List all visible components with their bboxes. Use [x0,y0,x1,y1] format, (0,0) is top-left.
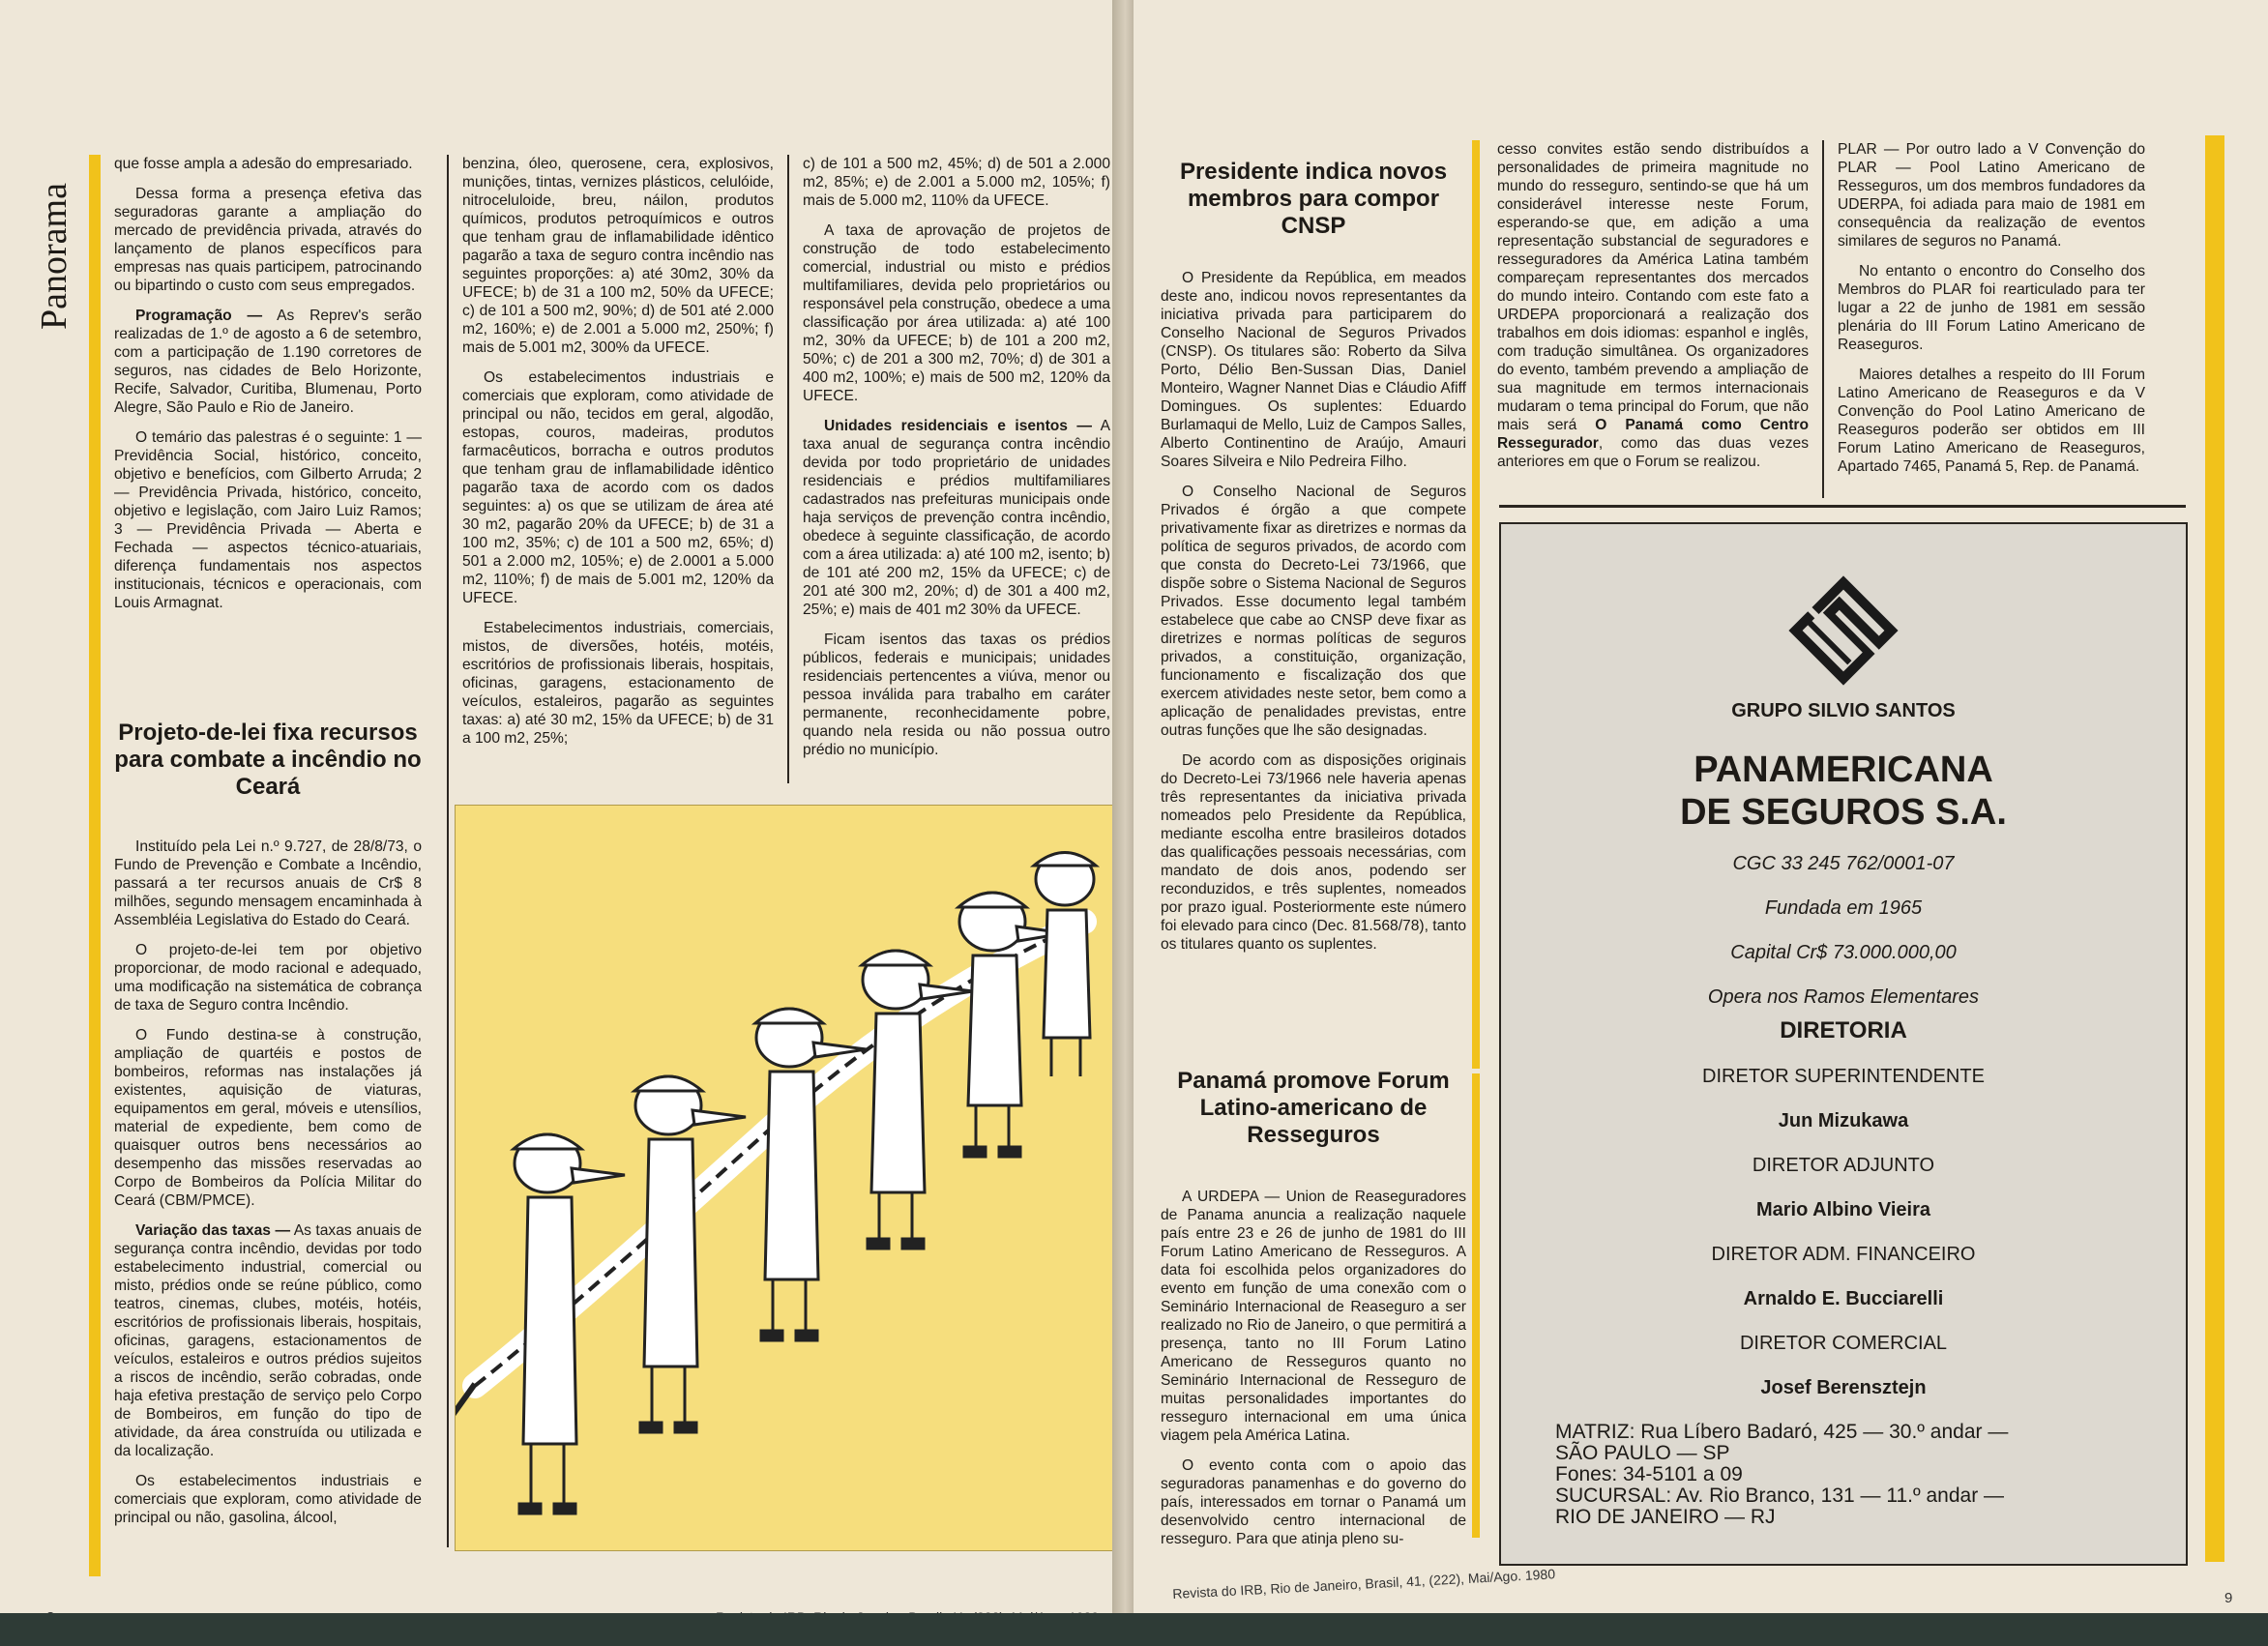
paragraph-lead: Programação — [135,308,263,324]
paragraph-text: De acordo com as disposições originais do Decreto-Lei 73/1966 nele haveria apenas três representantes da iniciativa privada nomeados pelo Presidente da República, mediante escolha entre brasileiros dotados das qualificações pessoais necessárias, com mandato de dois anos, podendo ser reconduzidos, e três suplentes, nomeados por prazo igual. Posteriormente este número foi elevado para cinco (Dec. 81.568/78), tanto os titulares quanto os suplentes. [1161,752,1466,953]
ad-role-title: DIRETOR SUPERINTENDENTE [1702,1066,1985,1087]
paragraph-text: Os estabelecimentos industriais e comerciais que exploram, como atividade de principal ou não, tecidos em geral, algodão, estopas, couros, madeiras, produtos farmacêuticos, borracha e outros produtos que tenham grau de inflamabilidade idêntico pagarão taxa de acordo com os dados seguintes: a) os que se utilizam de área até 30 m2, pagarão 20% da UFECE; b) de 31 a 100 m2, 35%; c) de 101 a 500 m2, 65%; d) 501 a 2.000 m2, 105%; e) de 2.0001 a 5.000 m2, 110%; f) de mais de 5.001 m2, 120% da UFECE. [462,369,774,606]
ad-group-name: GRUPO SILVIO SANTOS [1731,700,1956,721]
paragraph-text: O projeto-de-lei tem por objetivo proporcionar, de modo racional e adequado, uma modificação na sistemática de cobrança de taxa de Seguro contra Incêndio. [114,942,422,1014]
paragraph-lead: Variação das taxas — [135,1222,291,1239]
section-label-text: Panorama [34,183,74,330]
paragraph [114,1472,422,1527]
ad-founded: Fundada em 1965 [1764,897,1923,919]
paragraph-text: O Conselho Nacional de Seguros Privados é órgão a que compete privativamente fixar as diretrizes e normas da política de seguros privados, de acordo com que consta do Decreto-Lei 73/1966, que dispõe sobre o Sistema Nacional de Seguros Privados. Esse documento legal também estabelece que cabe ao CNSP deve fixar as diretrizes e normas políticas de seguros privados, a constituição, organização, funcionamento e fiscalização dos que exercem atividades neste setor, bem como a aplicação de penalidades previstas, entre outras funções que lhe são designadas. [1161,484,1466,739]
ad-operations: Opera nos Ramos Elementares [1707,986,1980,1008]
horizontal-rule [1499,505,2186,508]
paragraph [114,307,422,417]
yellow-margin-bar-right [2205,135,2224,1562]
paragraph [803,221,1110,405]
ad-address-line: SUCURSAL: Av. Rio Branco, 131 — 11.º andar — [1555,1484,2005,1507]
paragraph [1838,262,2145,354]
section-label [31,145,77,367]
cartoon-firefighters-icon [456,806,1120,1550]
paragraph [1161,269,1466,471]
ad-address-line: SÃO PAULO — SP [1555,1442,1730,1464]
headline-panama-forum: Panamá promove Forum Latino-americano de Resseguros [1177,1068,1450,1148]
paragraph-text: Maiores detalhes a respeito do III Forum Latino Americano de Reaseguros e da V Convenção do Pool Latino Americano de Reaseguros poderão ser obtidos em III Forum Latino Americano de Reaseguros, Apartado 7465, Panamá 5, Rep. de Panamá. [1838,367,2145,475]
paragraph-text: As Reprev's serão realizadas de 1.º de agosto a 6 de setembro, com a participação de 1.190 corretores de seguros, nas cidades de Belo Horizonte, Recife, Salvador, Curitiba, Blumenau, Porto Alegre, São Paulo e Rio de Janeiro. [114,308,422,416]
headline-projeto-de-lei: Projeto-de-lei fixa recursos para combate a incêndio no Ceará [114,720,422,800]
paragraph [114,155,422,173]
page-bottom-edge [0,1613,2268,1646]
column-divider [787,155,789,783]
paragraph-text: A taxa anual de segurança contra incêndio devida por todo proprietário de unidades residenciais e prédios multifamiliares cadastrados nas prefeituras municipais onde haja serviços de prevenção contra incêndio, obedece à seguinte classificação, de acordo com a área utilizada: a) até 100 m2, isento; b) de 101 até 200 m2, 15% da UFECE; c) de 201 até 300 m2, 20%; d) de 301 a 400 m2, 25%; e) mais de 401 m2 30% da UFECE. [803,418,1111,618]
yellow-divider-lower [1472,1073,1480,1538]
paragraph-text: cesso convites estão sendo distribuídos a personalidades de primeira magnitude no mundo do resseguro, sentindo-se que há um considerável interesse neste Forum, esperando-se que, em adição a uma representação substancial de seguradores e resseguradores da América Latina também compareçam representantes dos mercados do mundo inteiro. Contando com este fato a URDEPA proporcionará a realização dos trabalhos em dois idiomas: espanhol e inglês, com tradução simultânea. Os organizadores do evento, também prevendo a ampliação de sua magnitude em termos internacionais mudaram o tema principal do Forum, que não mais será [1497,141,1809,433]
left-column-1-top [114,155,422,624]
footer-citation-right: Revista do IRB, Rio de Janeiro, Brasil, 41, (222), Mai/Ago. 1980 [1172,1566,1556,1602]
paragraph [1161,1188,1466,1445]
left-column-3 [803,155,1110,771]
paragraph-text: benzina, óleo, querosene, cera, explosivos, munições, tintas, vernizes plásticos, celulóide, nitroceluloide, breu, náilon, produtos químicos, produtos petroquímicos e outros que tenham grau de inflamabilidade idêntico pagarão a taxa de seguro contra incêndio nas seguintes proporções: a) até 30m2, 30% da UFECE; b) de 31 a 100 m2, 50% da UFECE; c) de 101 a 500 m2, 90%; d) de 501 até 2.000 m2, 160%; e) de 2.001 a 5.000 m2, 250%; f) mais de 5.001 m2, 300% da UFECE. [462,156,774,356]
paragraph-lead: Unidades residenciais e isentos — [824,418,1093,434]
right-column-1-top [1161,269,1466,965]
paragraph-text: Instituído pela Lei n.º 9.727, de 28/8/73, o Fundo de Prevenção e Combate a Incêndio, passará a ter recursos anuais de Cr$ 8 milhões, segundo mensagem encaminhada à Assembléia Legislativa do Estado do Ceará. [114,838,422,928]
paragraph-text: Dessa forma a presença efetiva das seguradoras garante a ampliação do mercado de previdência privada, através do lançamento de planos específicos para empresas nas quais participem, patrocinando ou bipartindo o custo com seus empregados. [114,186,422,294]
right-column-2 [1497,140,1809,483]
paragraph-text: c) de 101 a 500 m2, 45%; d) de 501 a 2.000 m2, 85%; e) de 2.001 a 5.000 m2, 105%; f) mais de 5.000 m2, 110% da UFECE. [803,156,1110,209]
paragraph-text: O Fundo destina-se à construção, ampliação de quartéis e postos de bombeiros, reformas nas instalações já existentes, aquisição de viaturas, equipamentos em geral, móveis e utensílios, material de expediente, bem como de quaisquer outros bens necessários ao desempenho das missões reservadas ao Corpo de Bombeiros da Polícia Militar do Ceará (CBM/PMCE). [114,1027,422,1209]
paragraph-text: Estabelecimentos industriais, comerciais, mistos, de diversões, hotéis, motéis, escritórios de profissionais liberais, hospitais, oficinas, garagens, estacionamento de veículos, estaleiros, pagarão as seguintes taxas: a) até 30 m2, 15% da UFECE; b) de 31 a 100 m2, 25%; [462,620,774,747]
headline-cnsp: Presidente indica novos membros para compor CNSP [1179,159,1448,239]
paragraph-text: O evento conta com o apoio das seguradoras panamenhas e do governo do país, interessados em tornar o Panamá um desenvolvido centro internacional de resseguro. Para que atinja pleno su- [1161,1457,1466,1547]
paragraph [1497,140,1809,471]
paragraph [462,619,774,748]
paragraph-text: O temário das palestras é o seguinte: 1 — Previdência Social, histórico, conceito, objetivo e benefícios, com Gilberto Arruda; 2 — Previdência Privada, histórico, conceito, objetivo e legislação, com Jairo Luiz Ramos; 3 — Previdência Privada — Aberta e Fechada — aspectos técnico-atuariais, diferença fundamentais nos aspectos institucionais, técnicos e operacionais, com Louis Armagnat. [114,429,422,611]
right-column-3 [1838,140,2145,487]
yellow-divider [1472,140,1480,1069]
paragraph [1161,751,1466,954]
paragraph [1161,1456,1466,1548]
panamericana-advertisement [1499,522,2188,1566]
ad-role-name: Mario Albino Vieira [1755,1199,1931,1220]
ad-role-name: Josef Berensztejn [1760,1377,1927,1398]
paragraph-text: O Presidente da República, em meados deste ano, indicou novos representantes da iniciativa privada para participarem do Conselho Nacional de Seguros Privados (CNSP). Os titulares são: Roberto da Silva Porto, Délio Ben-Sussan Dias, Daniel Monteiro, Wagner Nannet Dias e Cláudio Afiff Domingues. Os suplentes: Eduardo Burlamaqui de Mello, Luiz de Campos Salles, Alberto Continentino de Araújo, Amauri Soares Silveira e Nilo Pedreira Filho. [1161,270,1466,470]
paragraph [1838,140,2145,250]
paragraph [462,155,774,357]
paragraph-emphasis: O Panamá como Centro Ressegurador [1497,417,1809,452]
paragraph [803,155,1110,210]
paragraph [114,428,422,612]
ad-board-title: DIRETORIA [1780,1017,1907,1043]
ad-role-title: DIRETOR ADJUNTO [1752,1155,1935,1176]
paragraph [114,1026,422,1210]
ad-role-name: Jun Mizukawa [1778,1110,1909,1132]
logo-wrapper [1501,563,2186,703]
paragraph [114,838,422,929]
column-divider [447,155,449,1547]
paragraph-text: PLAR — Por outro lado a V Convenção do PLAR — Pool Latino Americano de Resseguros, um dos membros fundadores da UDERPA, foi adiada para maio de 1981 em consequência da realização de eventos similares de seguros no Panamá. [1838,141,2145,250]
ad-role-title: DIRETOR COMERCIAL [1739,1333,1948,1354]
paragraph-text: que fosse ampla a adesão do empresariado. [114,156,413,172]
paragraph-text: Os estabelecimentos industriais e comerciais que exploram, como atividade de principal ou não, gasolina, álcool, [114,1473,422,1526]
paragraph [114,185,422,295]
ad-address-line: MATRIZ: Rua Líbero Badaró, 425 — 30.º andar — [1555,1421,2009,1443]
paragraph [462,368,774,607]
paragraph-text: , como das duas vezes anteriores em que o Forum se realizou. [1497,435,1809,470]
paragraph-text: As taxas anuais de segurança contra incêndio, devidas por todo estabelecimento industrial, comercial ou misto, prédios onde se reúne público, como teatros, cinemas, clubes, motéis, hotéis, escritórios de profissionais liberais, hospitais, oficinas, garagens, estacionamentos de veículos, estaleiros e outros prédios sujeitos a riscos de incêndio, serão cobradas, onde haja efetiva prestação de serviço pelo Corpo de Bombeiros, em função do tipo de atividade, da área construída ou utilizada e da localização. [114,1222,422,1459]
ad-role-name: Arnaldo E. Bucciarelli [1743,1288,1944,1309]
ad-cgc: CGC 33 245 762/0001-07 [1732,853,1955,874]
paragraph-text: A URDEPA — Union de Reaseguradores de Panama anuncia a realização naquele país entre 23 e 26 de junho de 1981 do III Forum Latino Americano de Resseguros. A data foi escolhida pelos organizadores do evento em função de uma conexão com o Seminário Internacional de Reaseguro a ser realizado no Rio de Janeiro, o que permitirá a presença, tanto no III Forum Latino Americano de Resseguros quanto no Seminário Internacional de Resseguro de muitas personalidades importantes do resseguro internacional em uma única viagem pela América Latina. [1161,1189,1466,1444]
ad-address-line: Fones: 34-5101 a 09 [1555,1463,1743,1485]
ad-capital: Capital Cr$ 73.000.000,00 [1730,942,1957,963]
paragraph [1161,483,1466,740]
left-page [0,0,1120,1646]
left-column-2 [462,155,774,759]
paragraph-text: A taxa de aprovação de projetos de construção de todo estabelecimento comercial, industrial ou misto e prédios multifamiliares, devida pelo proprietários ou responsável pela construção, obedece a uma classificação por área utilizada: a) até 100 m2, 30% da UFECE; b) de 101 a 200 m2, 50%; c) de 201 a 300 m2, 70%; d) de 301 a 400 m2, 100%; e) mais de 500 m2, 120% da UFECE. [803,222,1110,404]
paragraph [114,1221,422,1460]
ad-company-line2: DE SEGUROS S.A. [1680,792,2007,833]
cartoon-illustration [455,805,1120,1551]
paragraph-text: Ficam isentos das taxas os prédios públicos, federais e municipais; unidades residenciais pertencentes a viúva, menor ou pessoa inválida para trabalho em caráter permanente, reconhecidamente pobre, quando nela resida ou não possua outro prédio no município. [803,632,1110,758]
grupo-silvio-santos-logo-icon [1776,563,1911,698]
paragraph-text: No entanto o encontro do Conselho dos Membros do PLAR foi rearticulado para ter lugar a 22 de junho de 1981 em sessão plenária do III Forum Latino Americano de Reaseguros. [1838,263,2145,353]
paragraph [114,941,422,1014]
column-divider [1822,140,1824,498]
paragraph [803,631,1110,759]
ad-company-line1: PANAMERICANA [1694,750,1993,790]
page-number-right: 9 [2224,1590,2233,1606]
paragraph [803,417,1110,619]
yellow-margin-bar [89,155,101,1576]
right-column-1-bottom [1161,1188,1466,1560]
left-column-1-bottom [114,838,422,1539]
ad-role-title: DIRETOR ADM. FINANCEIRO [1711,1244,1976,1265]
paragraph [1838,366,2145,476]
ad-address-line: RIO DE JANEIRO — RJ [1555,1506,1776,1528]
